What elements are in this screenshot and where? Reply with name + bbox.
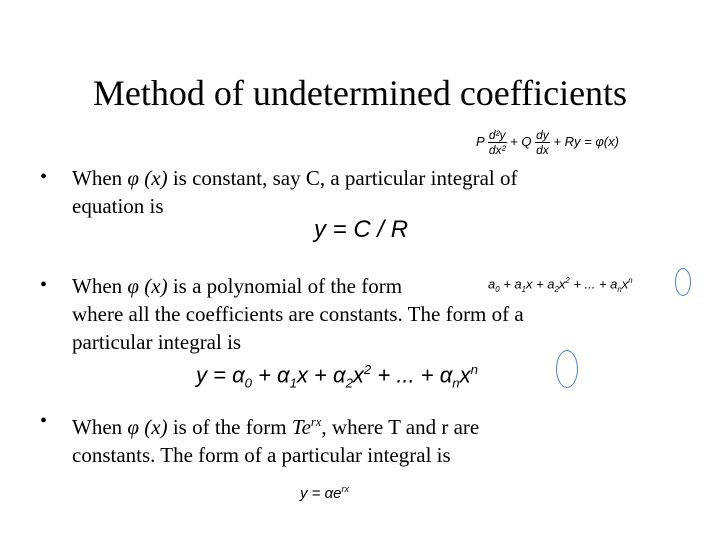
highlight-circle [556, 350, 578, 388]
bullet-1-text: When φ (x) is constant, say C, a particular integral of equation is [72, 166, 518, 218]
bullet-marker: • [40, 274, 48, 296]
bullet-marker: • [40, 410, 48, 432]
polynomial-form-equation: $a_0 + a_1x + a_2x^2$ + ... + $a_nx^n$ [488, 276, 633, 294]
page-title: Method of undetermined coefficients [92, 73, 628, 113]
highlight-circle [675, 268, 691, 296]
bullet-2-text: When φ (x) is a polynomial of the form where all the coefficients are constants. The form of a particular integral is [72, 274, 524, 354]
bullet-3-text: When φ (x) is of the form $Te^{rx}$, where T and r are constants. The form of a particular integral is [72, 415, 480, 467]
constant-particular-integral: y = C / R [314, 216, 409, 243]
polynomial-particular-integral: $y = \alpha_0 + \alpha_1x + \alpha_2x^2$ + ... + $\alpha_nx^n$ [196, 362, 478, 391]
bullet-marker: • [40, 166, 48, 188]
differential-equation: P $\frac{\text{d²y}}{\text{dx²}}$ + Q $\frac{dy}{dx}$ + Ry = φ(x) [476, 128, 619, 157]
exponential-particular-integral: $y = \alpha e^{rx}$ [300, 484, 349, 502]
